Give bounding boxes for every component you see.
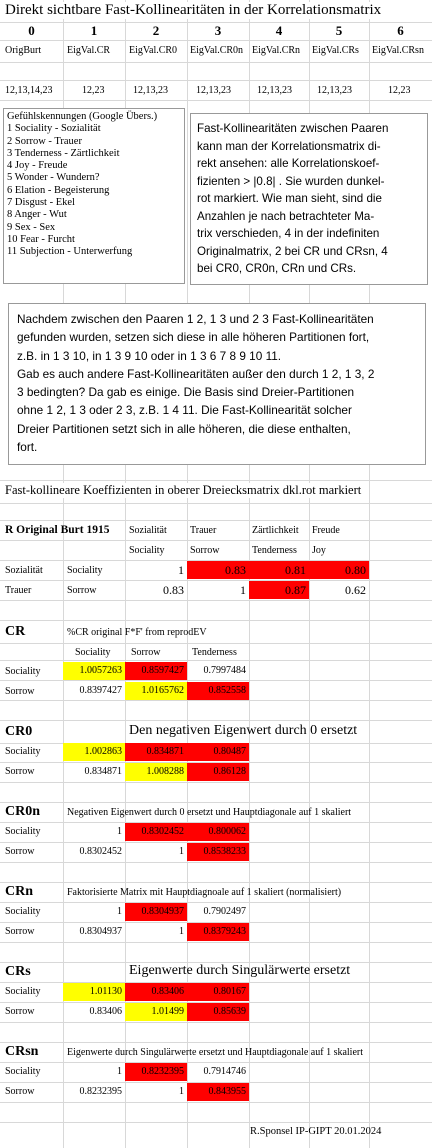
matrix-title-crn: CRn [5,884,34,899]
matrix-title-cr0: CR0 [5,724,33,739]
row-label-en: Sorrow [67,585,97,596]
grid-line [0,660,432,661]
column-header-en: Sociality [129,545,165,556]
column-header-en: Sorrow [190,545,220,556]
column-header: Tenderness [192,647,237,658]
matrix-cell-highlight-red: 0.83 [187,561,249,579]
matrix-cell-highlight-red: 0.8379243 [187,923,249,941]
matrix-cell: 1 [240,583,246,597]
grid-line [0,503,432,504]
matrix-cell: 0.8232395 [79,1086,122,1097]
grid-line [0,540,432,541]
column-value: 12,13,23 [317,85,352,96]
matrix-cell-highlight-red: 0.80 [309,561,369,579]
matrix-description: Eigenwerte durch Singulärwerte ersetzt [129,963,351,978]
column-header: Sociality [75,647,111,658]
column-label: EigVal.CRn [252,45,301,56]
feelings-legend-box [3,108,185,284]
grid-line [0,782,432,783]
row-label: Sorrow [5,846,35,857]
matrix-cell-highlight-red: 0.83406 [125,983,187,1001]
row-label: Sorrow [5,926,35,937]
row-label-de: Trauer [5,585,32,596]
matrix-cell: 1 [117,906,122,917]
column-value: 12,13,14,23 [5,85,53,96]
matrix-cell-highlight-red: 0.800062 [187,823,249,841]
matrix-title-original: R Original Burt 1915 [5,524,110,536]
matrix-title-crs: CRs [5,964,31,979]
note-partitions-box [8,303,426,465]
row-label: Sorrow [5,686,35,697]
grid-line [0,1022,432,1023]
matrix-cell-highlight-yellow: 1.0057263 [63,662,125,680]
feelings-legend-item: 10 Fear - Furcht [7,233,75,245]
feelings-legend-item: 6 Elation - Begeisterung [7,184,110,196]
column-number: 3 [214,23,222,38]
row-label: Sorrow [5,1006,35,1017]
matrix-cell-highlight-red: 0.80167 [187,983,249,1001]
grid-line [0,80,432,81]
grid-line [0,1122,432,1123]
feelings-legend-item: 11 Subjection - Unterwerfung [7,246,133,258]
matrix-cell-highlight-red: 0.834871 [125,743,187,761]
matrix-title-cr: CR [5,624,26,639]
column-number: 0 [28,23,35,38]
row-label: Sorrow [5,1086,35,1097]
column-header-de: Trauer [190,525,217,536]
grid-line [0,882,432,883]
matrix-cell: 0.8397427 [79,685,122,696]
column-value: 12,23 [388,85,411,96]
matrix-cell-highlight-red: 0.87 [249,581,309,599]
matrix-cell: 0.834871 [84,766,122,777]
note-line: fizienten > |0.8| . Sie wurden dunkel- [197,174,385,188]
grid-line [0,62,432,63]
matrix-title-cr0n: CR0n [5,804,41,819]
column-number: 5 [335,23,343,38]
grid-line [0,802,432,803]
column-number: 6 [397,23,404,38]
note-line: trix verschieden, 4 in der indefiniten [197,227,380,240]
matrix-cell: 0.62 [345,583,366,597]
column-value: 12,13,23 [133,85,168,96]
matrix-cell: 1 [179,926,184,937]
matrix-cell: 1 [117,1066,122,1077]
matrix-cell-highlight-red: 0.8304937 [125,903,187,921]
note-line: z.B. in 1 3 10, in 1 3 9 10 oder in 1 3 6 7 8 9 10 11. [17,348,282,363]
column-header-de: Zärtlichkeit [252,525,299,536]
grid-line [0,480,432,481]
feelings-legend-item: 4 Joy - Freude [7,160,68,172]
matrix-cell: 0.7914746 [203,1066,246,1077]
matrix-description: Negativen Eigenwert durch 0 ersetzt und Hauptdiagonale auf 1 skaliert [67,807,352,818]
matrix-cell-highlight-red: 0.8538233 [187,843,249,861]
feelings-legend-title: Gefühlskennungen (Google Übers.) [7,111,158,122]
note-line: bei CR0, CR0n, CRn und CRs. [197,262,357,275]
row-label: Sociality [5,666,41,677]
matrix-cell: 1 [117,826,122,837]
feelings-legend-item: 1 Sociality - Sozialität [7,123,101,135]
column-header-de: Freude [312,525,340,536]
matrix-description: Eigenwerte durch Singulärwerte ersetzt und Hauptdiagonale auf 1 skaliert [67,1047,364,1058]
note-line: Anzahlen je nach betrachteter Ma- [197,209,375,223]
note-line: Originalmatrix, 2 bei CR und CRsn, 4 [197,244,388,258]
feelings-legend-item: 2 Sorrow - Trauer [7,135,82,147]
note-line: gefunden wurden, setzen sich diese in alle höheren Partitionen fort, [17,330,370,345]
column-label: OrigBurt [5,45,42,56]
column-value: 12,13,23 [257,85,292,96]
matrix-description: Den negativen Eigenwert durch 0 ersetzt [129,723,358,738]
matrix-cell-highlight-yellow: 1.002863 [63,743,125,761]
column-value: 12,23 [82,85,105,96]
matrix-description: Faktorisierte Matrix mit Hauptdiagnoale auf 1 skaliert (normalisiert) [67,887,342,898]
column-number: 1 [90,23,98,38]
note-line: fort. [17,440,38,455]
grid-line [0,942,432,943]
grid-line [0,600,432,601]
grid-line [0,643,432,644]
matrix-cell-highlight-yellow: 1.01130 [63,983,125,1001]
row-label-en: Sociality [67,565,103,576]
column-label: EigVal.CR [67,45,111,56]
matrix-cell: 1 [179,846,184,857]
matrix-cell: 0.83406 [89,1006,122,1017]
note-line: ohne 1 2, 1 3 oder 2 3, z.B. 1 4 11. Die Fast-Kollinearität solcher [17,403,352,418]
matrix-cell-highlight-red: 0.80487 [187,743,249,761]
column-value: 12,13,23 [196,85,231,96]
feelings-legend-item: 3 Tenderness - Zärtlichkeit [7,147,120,159]
grid-line [0,862,432,863]
row-label: Sociality [5,1066,41,1077]
row-label: Sociality [5,746,41,757]
section-title: Fast-kollineare Koeffizienten in oberer Dreiecksmatrix dkl.rot markiert [5,483,365,498]
note-line: rot markiert. Wie man sieht, sind die [197,192,382,205]
matrix-cell: 0.83 [163,583,184,597]
column-label: EigVal.CRs [312,45,359,56]
page-title: Direkt sichtbare Fast-Kollinearitäten in der Korrelationsmatrix [5,2,385,19]
grid-line [0,100,432,101]
row-label: Sorrow [5,766,35,777]
feelings-legend-item: 5 Wonder - Wundern? [7,172,100,184]
feelings-legend-item: 9 Sex - Sex [7,221,56,233]
column-label: EigVal.CR0 [129,45,178,56]
column-label: EigVal.CR0n [190,45,244,56]
footer-credit: R.Sponsel IP-GIPT 20.01.2024 [250,1126,382,1137]
grid-line [0,520,432,521]
matrix-cell-highlight-red: 0.852558 [187,682,249,700]
row-label-de: Sozialität [5,565,43,576]
matrix-cell-highlight-yellow: 1.0165762 [125,682,187,700]
feelings-legend-item: 8 Anger - Wut [7,209,67,221]
column-number: 4 [275,23,283,38]
column-label: EigVal.CRsn [372,45,424,56]
matrix-cell: 1 [178,563,184,577]
matrix-cell-highlight-yellow: 1.008288 [125,763,187,781]
grid-line [0,620,432,621]
row-label: Sociality [5,906,41,917]
matrix-cell-highlight-red: 0.843955 [187,1083,249,1101]
grid-line [0,720,432,721]
note-line: Dreier Partitionen setzt sich in alle höheren, die diese enthalten, [17,421,351,436]
matrix-cell-highlight-red: 0.8597427 [125,662,187,680]
grid-line [0,680,432,681]
grid-line [0,40,432,41]
column-header: Sorrow [131,647,161,658]
matrix-cell-highlight-red: 0.8232395 [125,1063,187,1081]
grid-line [0,1042,432,1043]
matrix-cell-highlight-red: 0.85639 [187,1003,249,1021]
row-label: Sociality [5,986,41,997]
matrix-cell: 0.8302452 [79,846,122,857]
note-line: 3 bedingten? Da gab es einige. Die Basis sind Dreier-Partitionen [17,385,355,400]
column-header-de: Sozialität [129,525,167,536]
matrix-cell-highlight-red: 0.81 [249,561,309,579]
note-line: Gab es auch andere Fast-Kollinearitäten außer den durch 1 2, 1 3, 2 [17,366,375,381]
note-line: rekt ansehen: alle Korrelationskoef- [197,157,380,170]
column-number: 2 [152,23,160,38]
matrix-title-crsn: CRsn [5,1044,39,1059]
matrix-cell: 1 [179,1086,184,1097]
note-line: Fast-Kollinearitäten zwischen Paaren [197,122,389,135]
note-collinearity-box [190,113,428,285]
column-header-en: Tenderness [252,545,297,556]
column-header-en: Joy [312,545,326,556]
grid-line [0,700,432,701]
matrix-cell-highlight-red: 0.8302452 [125,823,187,841]
feelings-legend-item: 7 Disgust - Ekel [7,197,75,209]
matrix-cell: 0.7902497 [203,906,246,917]
note-line: Nachdem zwischen den Paaren 1 2, 1 3 und 2 3 Fast-Kollinearitäten [17,312,374,326]
grid-line [0,1102,432,1103]
row-label: Sociality [5,826,41,837]
matrix-cell-highlight-yellow: 1.01499 [125,1003,187,1021]
matrix-cell: 0.8304937 [79,926,122,937]
matrix-cell: 0.7997484 [203,665,246,676]
matrix-cell-highlight-red: 0.86128 [187,763,249,781]
matrix-description: %CR original F*F' from reprodEV [67,627,207,638]
note-line: kann man der Korrelationsmatrix di- [197,139,381,153]
